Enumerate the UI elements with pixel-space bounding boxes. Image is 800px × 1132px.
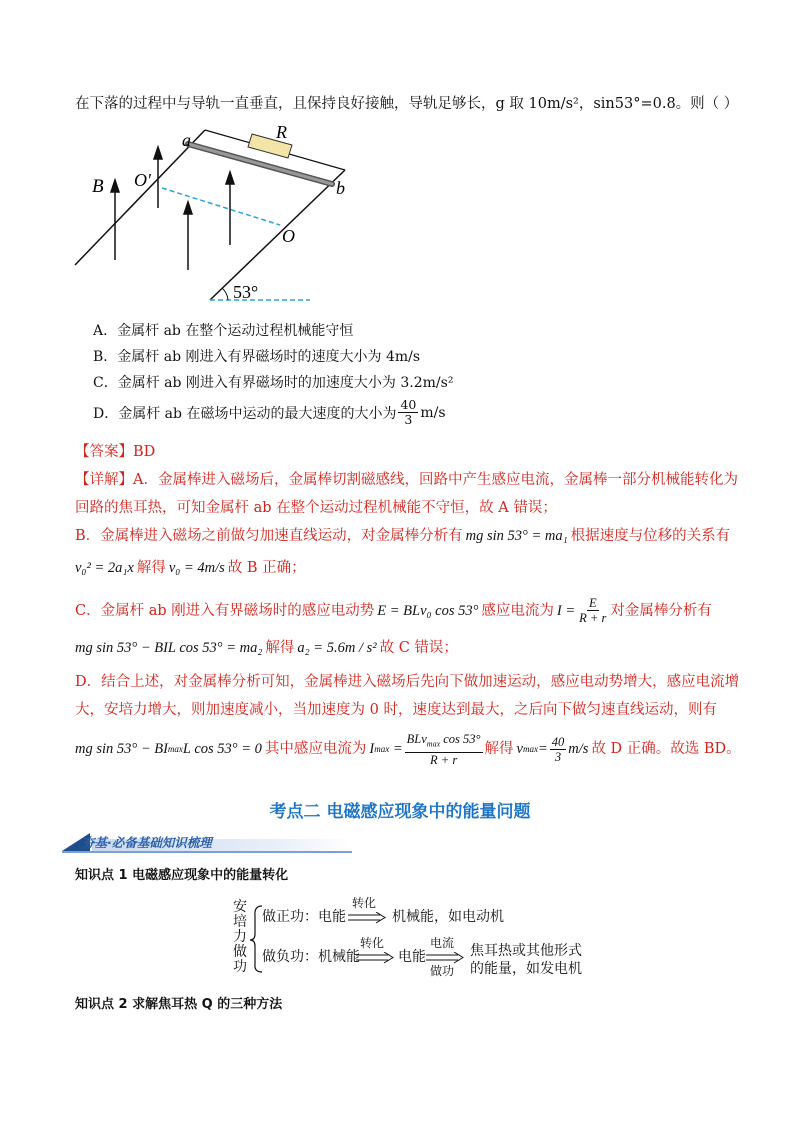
label-a: a — [182, 130, 191, 150]
detail-line-b2: v₀² = 2a₁x 解得 v₀ = 4m/s 故 B 正确； — [75, 560, 306, 576]
double-arrow-icon — [356, 952, 396, 964]
eq-c1a: E = BLv₀ cos 53° — [377, 602, 479, 619]
label-b: b — [336, 178, 345, 198]
diagram-bottom-label: 做负功：机械能 — [262, 949, 360, 965]
left-rail — [75, 130, 205, 265]
diagram-top-arrow-label: 转化 — [352, 896, 377, 910]
option-d-fraction: $\frac{40}{3}$ — [400, 397, 417, 427]
detail-line-c2: mg sin 53° − BIL cos 53° = ma₂ 解得 a₂ = 5.6m / s² 故 C 错误； — [75, 640, 458, 656]
option-b — [93, 346, 420, 366]
detail-line-c1: C．金属杆 ab 刚进入有界磁场时的感应电动势 E = BLv₀ cos 53° 感应电流为 I = $\frac{E}{R + r}$ 对金属棒分析有 — [75, 596, 712, 625]
label-O1: O′ — [134, 170, 151, 190]
eq-c2b: a₂ = 5.6m / s² — [297, 640, 377, 656]
eq-d3a: mg sin 53° − BI — [75, 741, 168, 758]
option-b-text: 金属杆 ab 刚进入有界磁场时的速度大小为 4m/s — [117, 349, 421, 365]
eq-c2a: mg sin 53° − BIL cos 53° = ma₂ — [75, 640, 263, 656]
option-a-text: 金属杆 ab 在整个运动过程机械能守恒 — [117, 323, 354, 339]
detail-line-d1: D．结合上述，对金属棒分析可知，金属棒进入磁场后先向下做加速运动，感应电动势增大，感应电流增 — [75, 674, 740, 690]
detail-label: 【详解】 — [75, 472, 133, 488]
label-R: R — [276, 122, 287, 142]
answer-label: 【答案】BD — [75, 444, 156, 460]
option-d — [93, 398, 446, 427]
detail-line-b1: B．金属棒进入磁场之前做匀加速直线运动，对金属棒分析有 mg sin 53° = ma₁ 根据速度与位移的关系有 — [75, 528, 731, 544]
field-boundary — [162, 188, 280, 225]
option-d-letter: D． — [93, 405, 119, 422]
eq-d3-vfraction: $\frac{40}{3}$ — [551, 734, 565, 764]
option-c-text: 金属杆 ab 刚进入有界磁场时的加速度大小为 3.2m/s² — [117, 375, 454, 391]
section-banner — [62, 833, 352, 853]
diagram-bottom-result1: 焦耳热或其他形式 — [470, 943, 582, 959]
double-arrow-icon — [348, 912, 388, 924]
knowledge-point-1: 知识点 1 电磁感应现象中的能量转化 — [75, 868, 289, 883]
detail-line-a1: 【详解】A．金属棒进入磁场后，金属棒切割磁感线，回路中产生感应电流，金属棒一部分机械能转化为 — [75, 472, 738, 488]
physics-figure — [70, 120, 360, 310]
label-B: B — [92, 176, 104, 197]
option-a-letter: A． — [93, 323, 118, 339]
energy-diagram — [232, 896, 592, 980]
eq-d3-fraction: $\frac{BLv_{max} \cos 53^\circ}{R + r}$ — [406, 732, 481, 767]
diagram-bottom-arrow2-top: 电流 — [430, 936, 455, 950]
knowledge-point-2: 知识点 2 求解焦耳热 Q 的三种方法 — [75, 997, 283, 1012]
option-b-letter: B． — [93, 349, 118, 365]
diagram-bottom-arrow1-label: 转化 — [360, 936, 385, 950]
diagram-top-label: 做正功：电能 — [262, 909, 346, 925]
eq-b2b: v₀ = 4m/s — [168, 560, 225, 576]
diagram-bottom-result2: 的能量，如发电机 — [470, 961, 582, 977]
detail-line-d3: mg sin 53° − BI max L cos 53° = 0 其中感应电流为 I max = $\frac{BLv_{max} \cos 53^\circ}{R + r}$ 解得 v max = $\frac{40}{3}$ m/s 故 D 正确。故选 BD。 — [75, 732, 741, 767]
eq-c1-fraction: $\frac{E}{R + r}$ — [579, 596, 607, 625]
eq-b2a: v₀² = 2a₁x — [75, 560, 134, 576]
option-c-letter: C． — [93, 375, 118, 391]
banner-text: 夯基·必备基础知识梳理 — [82, 835, 212, 850]
diagram-bottom-arrow2-bottom: 做功 — [430, 964, 455, 978]
section-title: 考点二 电磁感应现象中的能量问题 — [269, 802, 531, 822]
label-O: O — [282, 226, 295, 246]
option-c — [93, 372, 453, 392]
diagram-top-result: 机械能，如电动机 — [392, 909, 504, 925]
label-angle: 53° — [233, 282, 259, 302]
question-stem: 在下落的过程中与导轨一直垂直，且保持良好接触，导轨足够长，g 取 10m/s²，sin53°=0.8。则（ ） — [75, 96, 739, 112]
option-d-unit: m/s — [420, 404, 446, 421]
detail-line-a2: 回路的焦耳热，可知金属杆 ab 在整个运动过程机械能不守恒，故 A 错误； — [75, 500, 557, 516]
eq-b1: mg sin 53° = ma₁ — [465, 528, 568, 544]
diagram-bottom-mid: 电能 — [398, 949, 426, 965]
option-a — [93, 320, 353, 340]
detail-line-d2: 大，安培力增大，则加速度减小，当加速度为 0 时，速度达到最大，之后向下做匀速直线运动，则有 — [75, 702, 717, 718]
diagram-vertical-label: 安 培 力 做 功 — [233, 899, 247, 975]
option-d-text: 金属杆 ab 在磁场中运动的最大速度的大小为 — [118, 405, 397, 422]
